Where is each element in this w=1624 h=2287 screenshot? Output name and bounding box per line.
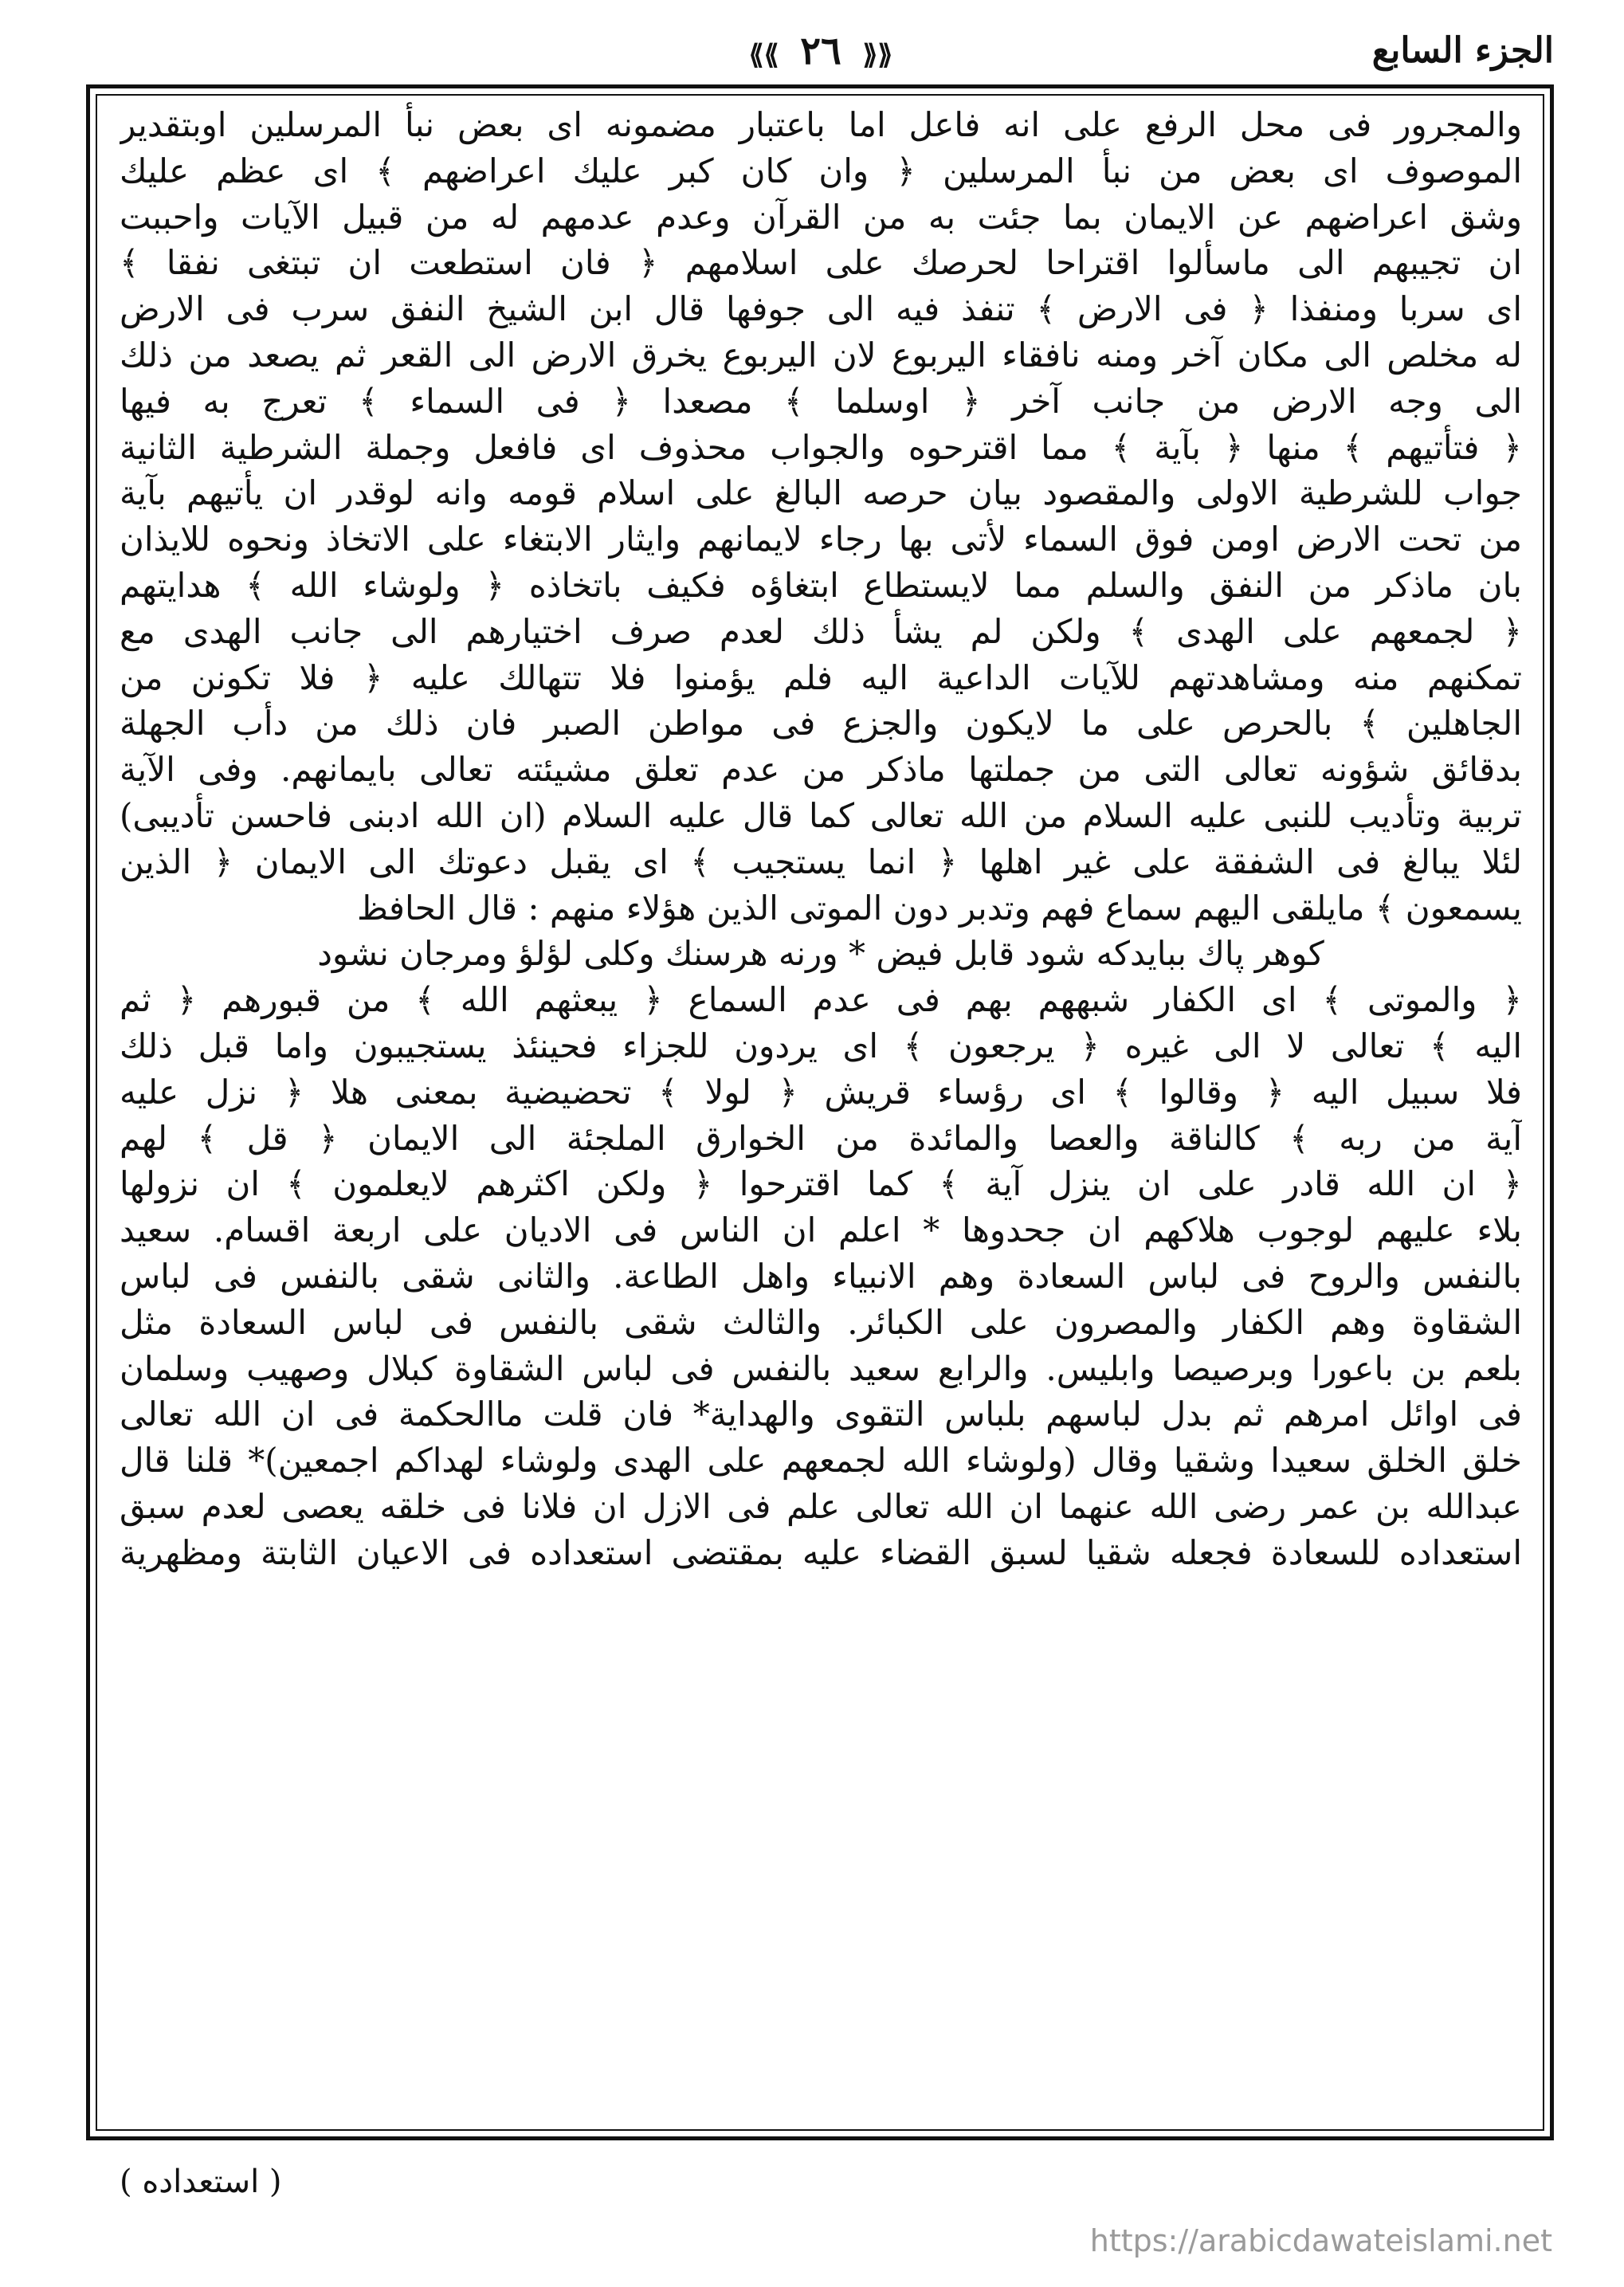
text-line: ﴿ فتأتيهم ﴾ منها ﴿ بآية ﴾ مما اقترحوه والجواب محذوف اى فافعل وجملة الشرطية الثانية [120, 427, 1522, 467]
text-line: وشق اعراضهم عن الايمان بما جئت به من القرآن وعدم عدمهم له من قبيل الآيات واحببت [120, 197, 1522, 237]
text-line: الموصوف اى بعض من نبأ المرسلين ﴿ وان كان كبر عليك اعراضهم ﴾ اى عظم عليك [120, 151, 1522, 190]
page-number: ٢٦ [800, 29, 841, 73]
text-line: لئلا يبالغ فى الشفقة على غير اهلها ﴿ انما يستجيب ﴾ اى يقبل دعوتك الى الايمان ﴿ الذين [120, 841, 1522, 881]
text-line: ﴿ ان الله قادر على ان ينزل آية ﴾ كما اقترحوا ﴿ ولكن اكثرهم لايعلمون ﴾ ان نزولها [120, 1164, 1522, 1204]
text-line: استعداده للسعادة فجعله شقيا لسبق القضاء عليه بمقتضى استعداده فى الاعيان الثابتة ومظهرية [120, 1532, 1522, 1572]
watermark-url: https://arabicdawateislami.net [1089, 2223, 1552, 2258]
text-line: والمجرور فى محل الرفع على انه فاعل اما باعتبار مضمونه اى بعض نبأ المرسلين اوبتقدير [120, 105, 1522, 144]
catchword: ( استعداده ) [120, 2163, 282, 2200]
poetry-verse: كوهر پاك ببايدكه شود قابل فيض * ورنه هرسنك وكلى لؤلؤ ومرجان نشود [317, 934, 1324, 974]
text-line: الى وجه الارض من جانب آخر ﴿ اوسلما ﴾ مصعدا ﴿ فى السماء ﴾ تعرج به فيها [120, 381, 1522, 421]
text-line: ﴿ لجمعهم على الهدى ﴾ ولكن لم يشأ ذلك لعدم صرف اختيارهم الى جانب الهدى مع [120, 611, 1522, 651]
page-header [88, 24, 1554, 88]
text-line: فلا سبيل اليه ﴿ وقالوا ﴾ اى رؤساء قريش ﴿ لولا ﴾ تحضيضية بمعنى هلا ﴿ نزل عليه [120, 1072, 1522, 1112]
text-line: تمكنهم منه ومشاهدتهم للآيات الداعية اليه فلم يؤمنوا فلا تتهالك عليه ﴿ فلا تكونن من [120, 657, 1522, 697]
text-line: اليه ﴾ تعالى لا الى غيره ﴿ يرجعون ﴾ اى يردون للجزاء فحينئذ يستجيبون واما قبل ذلك [120, 1026, 1522, 1065]
text-line: ان تجيبهم الى ماسألوا اقتراحا لحرصك على اسلامهم ﴿ فان استطعت ان تبتغى نفقا ﴾ [120, 243, 1522, 283]
page-number-group [741, 29, 901, 73]
running-head: الجزء السابع [1371, 30, 1554, 71]
text-line: بدقائق شؤونه تعالى التى من جملتها ماذكر من عدم تعلق مشيئته تعالى بايمانهم. وفى الآية [120, 750, 1522, 790]
text-line: بلعم بن باعورا وبرصيصا وابليس. والرابع سعيد بالنفس فى لباس الشقاوة كبلال وصهيب وسلمان [120, 1348, 1522, 1388]
text-line: بالنفس والروح فى لباس السعادة وهم الانبياء واهل الطاعة. والثانى شقى بالنفس فى لباس [120, 1256, 1522, 1296]
text-line: فى اوائل امرهم ثم بدل لباسهم بلباس التقوى والهداية* فان قلت ماالحكمة فى ان الله تعالى [120, 1395, 1522, 1434]
text-line: اى سربا ومنفذا ﴿ فى الارض ﴾ تنفذ فيه الى جوفها قال ابن الشيخ النفق سرب فى الارض [120, 289, 1522, 329]
text-line: تربية وتأديب للنبى عليه السلام من الله تعالى كما قال عليه السلام (ان الله ادبنى فاحسن تأديبى) [120, 795, 1522, 835]
text-line: آية من ربه ﴾ كالناقة والعصا والمائدة من الخوارق الملجئة الى الايمان ﴿ قل ﴾ لهم [120, 1118, 1522, 1158]
text-line: ﴿ والموتى ﴾ اى الكفار شبههم بهم فى عدم السماع ﴿ يبعثهم الله ﴾ من قبورهم ﴿ ثم [120, 980, 1522, 1020]
text-line: عبدالله بن عمر رضى الله عنهما ان الله تعالى علم فى الازل ان فلانا فى خلقه يعصى لعدم سبق [120, 1486, 1522, 1526]
text-line: خلق الخلق سعيدا وشقيا وقال (ولوشاء الله لجمعهم على الهدى ولوشاء لهداكم اجمعين)* قلنا قال [120, 1441, 1522, 1481]
text-line: بان ماذكر من النفق والسلم مما لايستطاع ابتغاؤه فكيف باتخاذه ﴿ ولوشاء الله ﴾ هدايتهم [120, 565, 1522, 605]
ornament-right: ⟫⟫ [862, 39, 893, 71]
text-line: يسمعون ﴾ مايلقى اليهم سماع فهم وتدبر دون الموتى الذين هؤلاء منهم : قال الحافظ [357, 888, 1522, 928]
text-line: الشقاوة وهم الكفار والمصرون على الكبائر. والثالث شقى بالنفس فى لباس السعادة مثل [120, 1302, 1522, 1342]
text-body [120, 102, 1522, 2126]
text-line: الجاهلين ﴾ بالحرص على ما لايكون والجزع فى مواطن الصبر فان ذلك من دأب الجهلة [120, 704, 1522, 743]
text-line: بلاء عليهم لوجوب هلاكهم ان جحدوها * اعلم ان الناس فى الاديان على اربعة اقسام. سعيد [120, 1210, 1522, 1250]
text-line: له مخلص الى مكان آخر ومنه نافقاء اليربوع لان اليربوع يخرق الارض الى القعر ثم يصعد من ذلك [120, 335, 1522, 375]
text-line: جواب للشرطية الاولى والمقصود بيان حرصه البالغ على اسلام قومه وانه لوقدر ان يأتيهم بآية [120, 473, 1522, 513]
text-line: من تحت الارض اومن فوق السماء لأتى بها رجاء لايمانهم وايثار الابتغاء على الاتخاذ ونحوه للايذان [120, 520, 1522, 559]
ornament-left: ⟪⟪ [748, 39, 779, 71]
